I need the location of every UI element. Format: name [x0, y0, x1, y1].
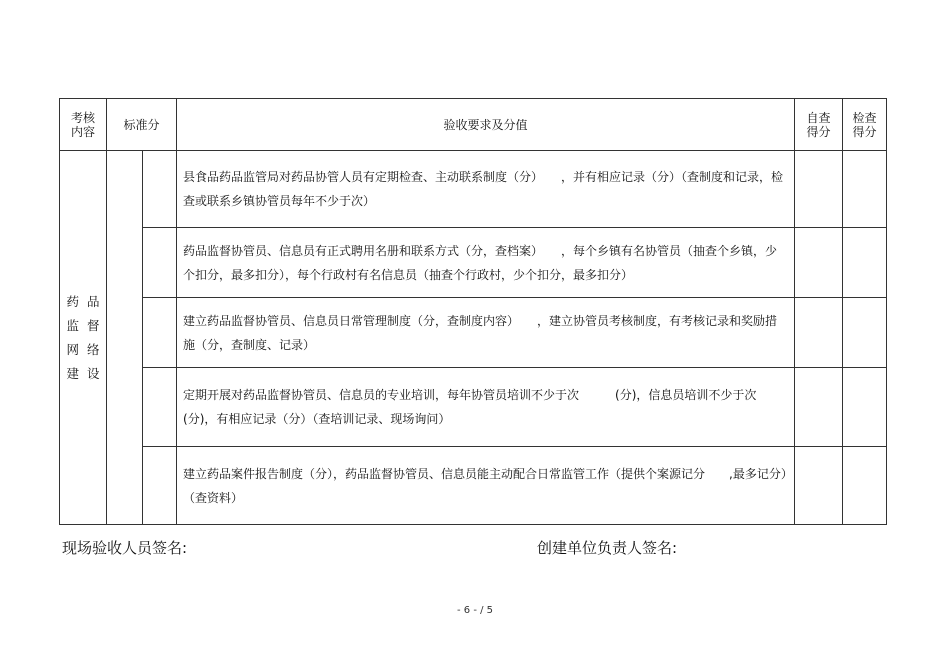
acceptance-table	[59, 98, 887, 525]
header-content	[60, 99, 107, 151]
inspection-score-cell[interactable]	[843, 368, 887, 447]
self-check-score-cell[interactable]	[795, 228, 843, 298]
requirement-text: 县食品药品监管局对药品协管人员有定期检查、主动联系制度（分） ，并有相应记录（分）（查制度和记录，检查或联系乡镇协管员每年不少于次）	[177, 151, 795, 228]
header-content-text: 考核内容	[70, 110, 95, 139]
self-check-score-cell[interactable]	[795, 368, 843, 447]
table-row	[60, 447, 887, 525]
category-line: 建 设	[66, 365, 100, 381]
requirement-text: 药品监督协管员、信息员有正式聘用名册和联系方式（分，查档案） ，每个乡镇有名协管员（抽查个乡镇，少个扣分，最多扣分），每个行政村有名信息员（抽查个行政村，少个扣分，最多扣分）	[177, 228, 795, 298]
header-row	[60, 99, 887, 151]
standard-score-cell	[143, 368, 177, 447]
inspector-signature-label: 现场验收人员签名:	[62, 539, 188, 557]
category-line: 监 督	[66, 317, 100, 333]
category-cell	[60, 151, 107, 525]
inspection-score-cell[interactable]	[843, 228, 887, 298]
standard-score-cell	[143, 228, 177, 298]
standard-score-cell	[143, 447, 177, 525]
unit-leader-signature-label: 创建单位负责人签名:	[537, 539, 678, 557]
page-number: - 6 - / 5	[456, 605, 494, 616]
table-row	[60, 228, 887, 298]
self-check-score-cell[interactable]	[795, 151, 843, 228]
header-standard: 标准分	[107, 99, 177, 151]
table-row	[60, 151, 887, 228]
header-self-check	[795, 99, 843, 151]
inspection-score-cell[interactable]	[843, 447, 887, 525]
header-self-check-text: 自查得分	[806, 110, 831, 139]
self-check-score-cell[interactable]	[795, 447, 843, 525]
requirement-text: 定期开展对药品监督协管员、信息员的专业培训，每年协管员培训不少于次 (分)，信息员培训不少于次(分)，有相应记录（分）（查培训记录、现场询问）	[177, 368, 795, 447]
table-row	[60, 368, 887, 447]
category-line: 药 品	[66, 293, 100, 309]
category-line: 网 络	[66, 341, 100, 357]
inspection-score-cell[interactable]	[843, 298, 887, 368]
standard-score-cell	[143, 298, 177, 368]
standard-score-cell-a	[107, 151, 143, 525]
header-requirements: 验收要求及分值	[177, 99, 795, 151]
table-row	[60, 298, 887, 368]
inspection-score-cell[interactable]	[843, 151, 887, 228]
self-check-score-cell[interactable]	[795, 298, 843, 368]
requirement-text: 建立药品监督协管员、信息员日常管理制度（分，查制度内容） ，建立协管员考核制度，有考核记录和奖励措施（分，查制度、记录）	[177, 298, 795, 368]
standard-score-cell	[143, 151, 177, 228]
header-inspection-text: 检查得分	[852, 110, 877, 139]
header-inspection	[843, 99, 887, 151]
requirement-text: 建立药品案件报告制度（分），药品监督协管员、信息员能主动配合日常监管工作（提供个案源记分 ,最多记分）（查资料）	[177, 447, 795, 525]
